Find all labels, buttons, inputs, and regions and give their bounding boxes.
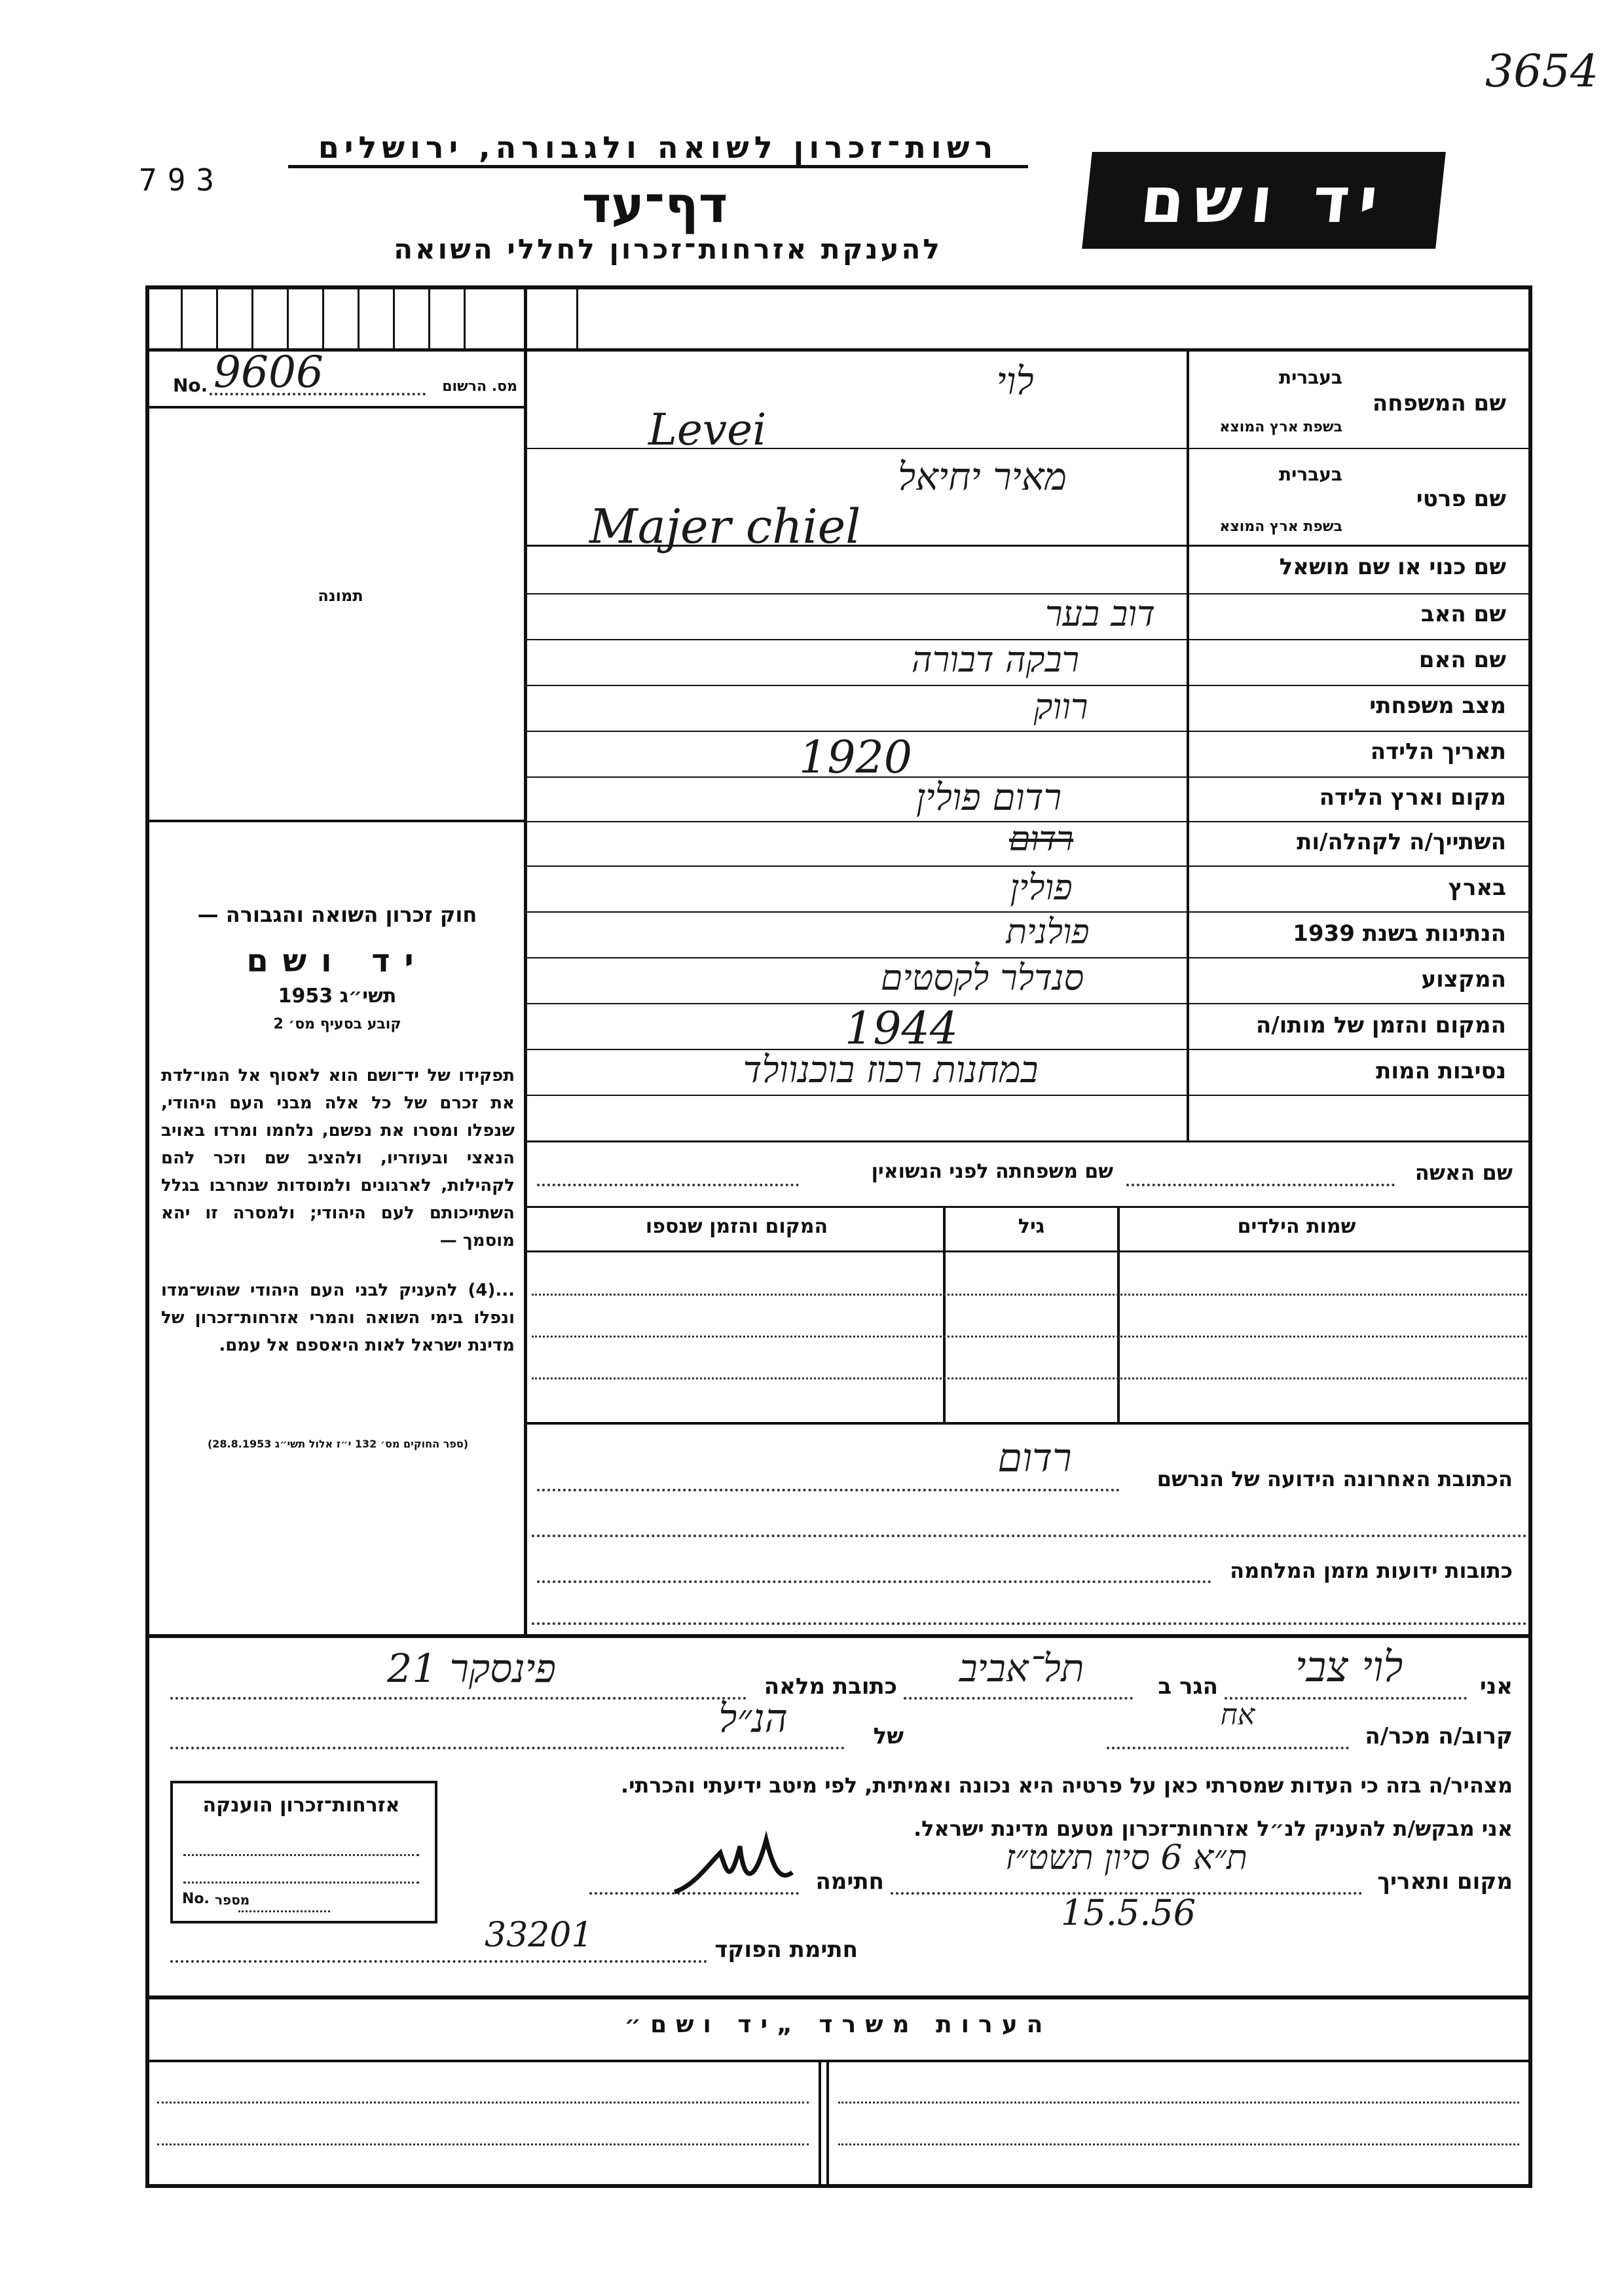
law-title: חוק זכרון השואה והגבורה — (197, 902, 477, 927)
place-date-label: מקום ותאריך (1377, 1868, 1513, 1895)
profession-value: סנדלר לקסטים (880, 957, 1084, 998)
relative-of-label: של (873, 1723, 904, 1749)
citizenship-value: פולנית (1006, 913, 1090, 952)
children-age-header: גיל (1018, 1215, 1045, 1238)
signature-mark (668, 1827, 812, 1905)
last-address-value: רדום (997, 1435, 1072, 1481)
nickname-label: שם כנוי או שם מושאל (1279, 554, 1506, 580)
registration-label: מס. הרשום (442, 378, 517, 395)
wife-name-label: שם האשה (1414, 1160, 1513, 1185)
death-year-value: 1944 (845, 1003, 959, 1055)
declarant-city-value: תל־אביב (959, 1646, 1084, 1690)
place-date-value: ת״א 6 סיון תשט״ז (1005, 1838, 1247, 1878)
photo-label: תמונה (318, 587, 363, 605)
country-label: בארץ (1448, 875, 1506, 901)
father-name-label: שם האב (1420, 601, 1506, 627)
birth-place-value: רדום פולין (915, 776, 1062, 819)
family-name-origin-value: Levei (648, 405, 767, 455)
country-value: פולין (1010, 867, 1073, 908)
family-name-origin-label: בשפת ארץ המוצא (1219, 419, 1342, 435)
citizenship-number-label: מספר (215, 1892, 250, 1908)
law-year: תשי״ג 1953 (278, 985, 397, 1008)
death-circumstances-value: במחנות רכוז בוכנוולד (743, 1049, 1039, 1091)
logo-text: יד ושם (1137, 164, 1391, 237)
wife-maiden-name-label: שם משפחתה לפני הנשואין (871, 1160, 1113, 1183)
children-names-header: שמות הילדים (1237, 1215, 1356, 1238)
citizenship-number-label-en: No. (182, 1891, 210, 1907)
corner-archive-number: 3654 (1485, 46, 1599, 98)
children-place-header: המקום והזמן שנספו (645, 1215, 828, 1238)
death-place-time-label: המקום והזמן של מותו/ה (1255, 1012, 1506, 1038)
signature-label: חתימה (815, 1868, 884, 1895)
citizenship-granted-title: אזרחות־זכרון הוענקה (202, 1794, 400, 1817)
family-name-label: שם המשפחה (1372, 390, 1506, 416)
relative-of-value: הנ״ל (718, 1696, 788, 1741)
law-paragraph-2: ...(4) להעניק לבני העם היהודי שהוש־מדו ונפלו בימי השואה והמרי אזרחות־זכרון של מדינת ישראל לאות היאספם אל עמם. (161, 1281, 515, 1355)
citizenship-granted-box (170, 1781, 437, 1923)
first-name-origin-label: בשפת ארץ המוצא (1219, 519, 1342, 535)
law-section: קובע בסעיף מס׳ 2 (273, 1016, 401, 1032)
last-address-label: הכתובת האחרונה הידועה של הנרשם (1156, 1467, 1513, 1491)
relative-value: אח (1220, 1698, 1255, 1732)
father-name-value: דוב בער (1045, 593, 1155, 634)
registration-no-label: No. (173, 374, 208, 396)
family-name-hebrew-value: לוי (996, 359, 1034, 403)
office-remarks-title: הערות משרד „יד ושם״ (624, 2011, 1052, 2038)
file-number: 793 (139, 162, 225, 198)
marital-status-label: מצב משפחתי (1369, 693, 1506, 719)
community-label: השתייך/ה לקהלה/ות (1297, 829, 1506, 855)
declarant-i-label: אני (1479, 1673, 1513, 1700)
community-value: רדום (1008, 820, 1074, 859)
first-name-hebrew-label: בעברית (1278, 464, 1342, 485)
declarant-full-address-label: כתובת מלאה (764, 1673, 897, 1700)
relative-label: קרוב/ה מכר/ה (1365, 1723, 1513, 1749)
first-name-hebrew-value: מאיר יחיאל (898, 454, 1067, 499)
wartime-addresses-label: כתובות ידועות מזמן המלחמה (1230, 1558, 1513, 1583)
declarant-resides-label: הגר ב (1158, 1673, 1218, 1700)
law-name: יד ושם (246, 943, 428, 979)
profession-label: המקצוע (1421, 966, 1506, 993)
official-signature-label: חתימת הפוקד (714, 1937, 858, 1963)
form-subtitle: להענקת אזרחות־זכרון לחללי השואה (394, 233, 942, 265)
official-signature-value: 33201 (485, 1916, 593, 1955)
mother-name-label: שם האם (1418, 647, 1506, 673)
first-name-origin-value: Majer chiel (589, 499, 861, 554)
authority-title: רשות־זכרון לשואה ולגבורה, ירושלים (288, 130, 1028, 168)
declarant-address-value: פינסקר 21 (387, 1646, 556, 1692)
mother-name-value: רבקה דבורה (911, 639, 1080, 680)
yad-vashem-logo (1082, 152, 1446, 249)
citizenship-label: הנתינות בשנת 1939 (1293, 920, 1506, 947)
first-name-label: שם פרטי (1416, 486, 1506, 512)
family-name-hebrew-label: בעברית (1278, 367, 1342, 388)
declaration-text-2: אני מבקש/ת להעניק לנ״ל אזרחות־זכרון מטעם מדינת ישראל. (913, 1816, 1513, 1841)
declaration-text-1: מצהיר/ה בזה כי העדות שמסרתי כאן על פרטיה היא נכונה ואמיתית, לפי מיטב ידיעתי והכרתי. (620, 1773, 1513, 1798)
birth-date-value: 1920 (799, 732, 913, 784)
registration-number: 9606 (213, 347, 323, 397)
law-paragraph-1: תפקידו של יד־ושם הוא לאסוף אל המו־לדת את זכרם של כל אלה מבני העם היהודי, שנפלו ומסרו את נפשם, נלחמו ומרדו באויב הנאצי ובעוזריו, ולהציב שם וזכר להם לקהילות, לארגונים ולמוסדות שנחרבו בגלל השתייכותם לעם היהודי; ולמסרה זו יהא מוסמך — (161, 1066, 515, 1250)
declarant-name-value: לוי צבי (1295, 1643, 1403, 1692)
marital-status-value: רווק (1033, 686, 1088, 727)
form-title: דף־עד (581, 175, 728, 234)
birth-date-label: תאריך הלידה (1370, 738, 1506, 765)
birth-place-label: מקום וארץ הלידה (1319, 784, 1506, 811)
death-circumstances-label: נסיבות המות (1376, 1058, 1506, 1084)
law-citation: (ספר החוקים מס׳ 132 י״ז אלול תשי״ג 28.8.1953) (207, 1438, 469, 1450)
date-handwritten: 15.5.56 (1061, 1892, 1196, 1933)
